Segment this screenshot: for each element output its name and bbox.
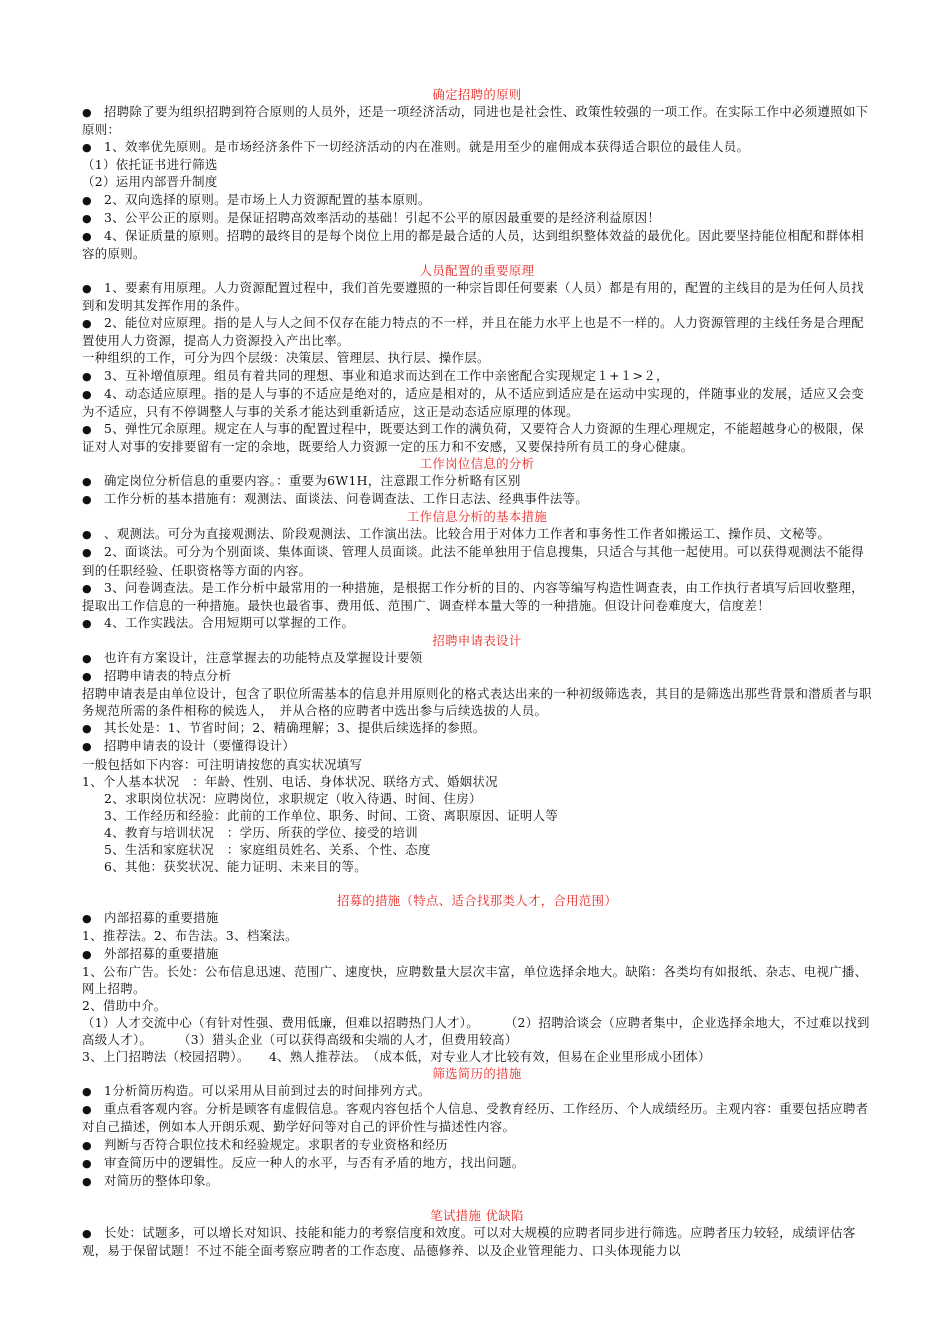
document-page (82, 86, 872, 1259)
bullet-paragraph: ● 招聘申请表的设计（要懂得设计） (82, 737, 872, 755)
bullet-paragraph: ● 确定岗位分析信息的重要内容。：重要为6W1H，注意跟工作分析略有区别 (82, 472, 872, 490)
section-heading: 确定招聘的原则 (432, 87, 522, 102)
bullet-paragraph: ● 3、互补增值原理。组员有着共同的理想、事业和追求而达到在工作中亲密配合实现规定１+１>２， (82, 367, 872, 385)
paragraph: （1）人才交流中心（有针对性强、费用低廉，但难以招聘热门人才）。 （2）招聘洽谈会（应聘者集中，企业选择余地大，不过难以找到高级人才）。 （3）猎头企业（可以获得高级和尖端的人才，但费用较高） (82, 1014, 870, 1047)
indented-line: 3、工作经历和经验：此前的工作单位、职务、时间、工资、离职原因、证明人等 (104, 807, 559, 823)
indented-line: 4、教育与培训状况 ：学历、所获的学位、接受的培训 (104, 824, 419, 840)
paragraph: （1）依托证书进行筛选 (82, 157, 218, 173)
bullet-paragraph: ● 4、工作实践法。合用短期可以掌握的工作。 (82, 614, 872, 632)
section-heading: 招募的措施（特点、适合找那类人才，合用范围） (336, 893, 618, 909)
bullet-paragraph: ● 对简历的整体印象。 (82, 1172, 872, 1190)
bullet-paragraph: ● 2、能位对应原理。指的是人与人之间不仅存在能力特点的不一样，并且在能力水平上也是不一样的。人力资源管理的主线任务是合理配置使用人力资源，提高人力资源投入产出比率。 (82, 314, 872, 349)
bullet-paragraph: ● 也许有方案设计，注意掌握去的功能特点及掌握设计要领 (82, 649, 872, 667)
bullet-paragraph: ● 工作分析的基本措施有：观测法、面谈法、问卷调查法、工作日志法、经典事件法等。 (82, 490, 872, 508)
bullet-paragraph: ● 审查简历中的逻辑性。反应一种人的水平，与否有矛盾的地方，找出问题。 (82, 1154, 872, 1172)
bullet-paragraph: ● 长处：试题多，可以增长对知识、技能和能力的考察信度和效度。可以对大规模的应聘者同步进行筛选。应聘者压力较轻，成绩评估客观，易于保留试题！不过不能全面考察应聘者的工作态度、品德修养、以及企业管理能力、口头体现能力以 (82, 1224, 872, 1259)
bullet-paragraph: ● 2、双向选择的原则。是市场上人力资源配置的基本原则。 (82, 191, 872, 209)
paragraph: 1、公布广告。长处：公布信息迅速、范围广、速度快，应聘数量大层次丰富，单位选择余地大。缺陷：各类均有如报纸、杂志、电视广播、网上招聘。 (82, 963, 868, 996)
bullet-paragraph: ● 重点看客观内容。分析是顾客有虚假信息。客观内容包括个人信息、受教育经历、工作经历、个人成绩经历。主观内容：重要包括应聘者对自己描述，例如本人开朗乐观、勤学好问等对自己的评价性与描述性内容。 (82, 1100, 872, 1135)
paragraph: 2、借助中介。 (82, 997, 167, 1013)
paragraph: 招聘申请表是由单位设计，包含了职位所需基本的信息并用原则化的格式表达出来的一种初级筛选表，其目的是筛选出那些背景和潜质者与职务规范所需的条件相称的候选人， 并从合格的应聘者中选出参与后续选拔的人员。 (82, 686, 872, 719)
paragraph: 3、上门招聘法（校园招聘）。 4、熟人推荐法。 （成本低，对专业人才比较有效，但易在企业里形成小团体） (82, 1049, 711, 1065)
bullet-paragraph: ● 2、面谈法。可分为个别面谈、集体面谈、管理人员面谈。此法不能单独用于信息搜集，只适合与其他一起使用。可以获得观测法不能得到的任职经验、任职资格等方面的内容。 (82, 543, 872, 578)
bullet-paragraph: ● 3、公平公正的原则。是保证招聘高效率活动的基础！引起不公平的原因最重要的是经济利益原因！ (82, 209, 872, 227)
bullet-paragraph: ● 1、要素有用原理。人力资源配置过程中，我们首先要遵照的一种宗旨即任何要素（人员）都是有用的，配置的主线目的是为任何人员找到和发明其发挥作用的条件。 (82, 279, 872, 314)
bullet-paragraph: ● 其长处是：1、节省时间；2、精确理解；3、提供后续选择的参照。 (82, 719, 872, 737)
paragraph: 一般包括如下内容：可注明请按您的真实状况填写 (82, 756, 363, 772)
bullet-paragraph: ● 招聘除了要为组织招聘到符合原则的人员外，还是一项经济活动，同进也是社会性、政策性较强的一项工作。在实际工作中必须遵照如下原则： (82, 103, 872, 138)
bullet-paragraph: ● 内部招募的重要措施 (82, 909, 872, 927)
bullet-paragraph: ● 5、弹性冗余原理。规定在人与事的配置过程中，既要达到工作的满负荷，又要符合人力资源的生理心理规定，不能超越身心的极限，保证对人对事的安排要留有一定的余地，既要给人力资源一定的压力和不安感，又要保持所有员工的身心健康。 (82, 420, 872, 455)
indented-line: 2、求职岗位状况：应聘岗位，求职规定（收入待遇、时间、住房） (104, 790, 482, 806)
bullet-paragraph: ● 招聘申请表的特点分析 (82, 667, 872, 685)
section-heading: 工作岗位信息的分析 (419, 455, 535, 471)
bullet-paragraph: ● 1、效率优先原则。是市场经济条件下一切经济活动的内在准则。就是用至少的雇佣成本获得适合职位的最佳人员。 (82, 138, 872, 156)
bullet-paragraph: ● 3、问卷调查法。是工作分析中最常用的一种措施，是根据工作分析的目的、内容等编写构造性调查表，由工作执行者填写后回收整理，提取出工作信息的一种措施。最快也最省事、费用低、范围广、调查样本量大等的一种措施。但设计问卷难度大，信度差！ (82, 579, 872, 614)
indented-line: 6、其他：获奖状况、能力证明、未来目的等。 (104, 859, 368, 875)
bullet-paragraph: ● 外部招募的重要措施 (82, 945, 872, 963)
bullet-paragraph: ● 判断与否符合职位技术和经验规定。求职者的专业资格和经历 (82, 1136, 872, 1154)
paragraph: 1、推荐法。2、布告法。3、档案法。 (82, 928, 298, 944)
bullet-paragraph: ● 4、保证质量的原则。招聘的最终目的是每个岗位上用的都是最合适的人员，达到组织整体效益的最优化。因此要坚持能位相配和群体相容的原则。 (82, 227, 872, 262)
paragraph: 一种组织的工作，可分为四个层级：决策层、管理层、执行层、操作层。 (82, 350, 490, 366)
indented-line: 5、生活和家庭状况 ：家庭组员姓名、关系、个性、态度 (104, 842, 431, 858)
section-heading: 工作信息分析的基本措施 (406, 509, 548, 525)
bullet-paragraph: ● 、观测法。可分为直接观测法、阶段观测法、工作演出法。比较合用于对体力工作者和事务性工作者如搬运工、操作员、文秘等。 (82, 525, 872, 543)
section-heading: 笔试措施 优缺陷 (430, 1207, 524, 1223)
section-heading: 招聘申请表设计 (432, 632, 522, 648)
section-heading: 人员配置的重要原理 (419, 262, 535, 278)
bullet-paragraph: ● 1分析简历构造。可以采用从目前到过去的时间排列方式。 (82, 1082, 872, 1100)
paragraph: （2）运用内部晋升制度 (82, 174, 218, 190)
paragraph: 1、个人基本状况 ：年龄、性别、电话、身体状况、联络方式、婚姻状况 (82, 773, 498, 789)
bullet-paragraph: ● 4、动态适应原理。指的是人与事的不适应是绝对的，适应是相对的，从不适应到适应是在运动中实现的，伴随事业的发展，适应又会变为不适应，只有不停调整人与事的关系才能达到重新适应，这正是动态适应原理的体现。 (82, 385, 872, 420)
section-heading: 筛选简历的措施 (432, 1066, 522, 1082)
